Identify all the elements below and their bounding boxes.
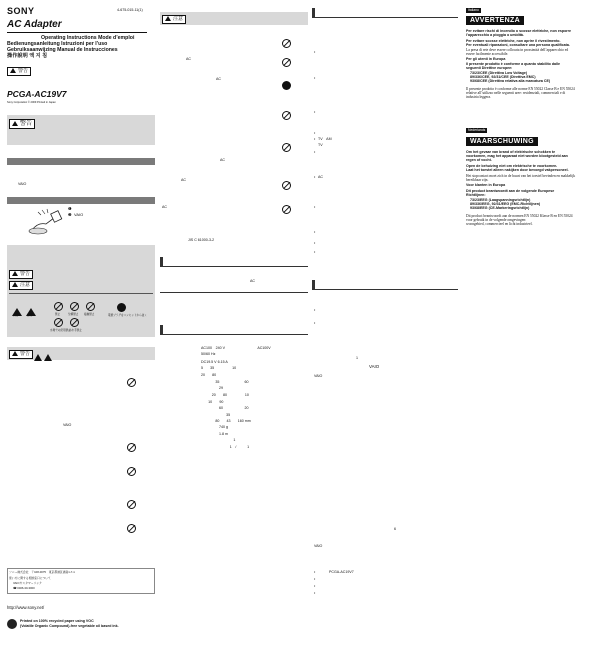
doc-title: AC Adapter [7,19,62,30]
vaio-label-2: VAIO [63,423,72,427]
warning-triangle-icon [12,271,18,276]
eco-note-1: Printed on 100% recycled paper using VOC [20,619,94,623]
warning-triangle-icon [12,121,18,126]
spec-row: 29 [201,386,223,390]
italian-line: Per evitare scosse elettriche, non aprire il rivestimento. [466,39,561,43]
dutch-line: woongebied, commercieel en licht industrieel. [466,222,533,226]
prohibited-icon [127,524,136,533]
spec-row: 740 g [201,425,228,429]
jis-standard: JIS C 61000-3-2 [188,238,215,242]
bullet: • [314,591,316,595]
ac-label-6: AC [250,279,255,283]
unplug-icon [117,303,126,312]
spec-row: 1.8 m [201,432,228,436]
dutch-line: regen of vocht. [466,158,492,162]
spec-row: 35 [201,413,231,417]
no-wet-hands-icon [70,318,79,327]
legend-caution: 注意 [9,281,33,290]
warning-triangle-icon [10,68,16,73]
contact-line-3: VAIOカスタマーリンク [13,581,42,585]
vaio-label-b: VAIO [314,374,323,378]
languages-line-2: Bedienungsanleitung Istruzioni per l’uso [7,41,108,47]
italian-line: Per evitare rischi di incendio o scosse elettriche, non esporre [466,29,572,33]
caution-triangle-icon [12,282,18,287]
shock-icon [44,349,54,367]
dutch-line: Richtlijnen: [466,193,486,197]
no-water-icon [54,318,63,327]
italian-line: essere facilmente accessibile. [466,52,509,56]
dutch-line: bereikbaar zijn. [466,178,489,182]
italian-line: La presa di rete deve essere collocata in prossimità dell’apparecchio ed [466,48,569,52]
shock-icon [26,303,38,321]
ac-label-2: AC [216,77,221,81]
no-wet-hands-icon-label: ぬれ手禁止 [69,329,82,332]
bullet: • [314,241,316,245]
eco-logo-icon [7,619,17,629]
section-bar-2 [7,197,155,204]
number-6: 6 [394,527,396,531]
section-marker [312,8,315,17]
ac-label-4: AC [181,178,186,182]
spec-row: AC100 240 V AC100V [201,346,271,350]
ac-label-1: AC [186,57,191,61]
vaio-label-1: VAIO [18,182,27,186]
languages-line-3: Gebruiksaanwijzing Manual de Instrucciones [7,47,118,53]
contact-line-4: ☎ 0466-30-3000 [13,586,35,590]
no-disassembly-icon [127,467,136,476]
italian-line: industria leggera. [466,95,491,99]
fire-icon-label: 火災 [13,314,19,317]
dutch-line: Het stopcontact moet zich in de buurt van het toestel bevinden en makkelijk [466,174,576,178]
no-disassembly-icon [70,302,79,311]
spec-row: 5 35 10 [201,366,237,370]
languages-line-1: Operating Instructions Mode d’emploi [41,35,135,41]
dutch-line: Open de behuizing niet om elektrische te voorkomen. [466,164,558,168]
section-rule [312,289,458,290]
bullet: • [314,50,316,54]
bullet: • [314,175,316,179]
italian-line: l’apparecchio a pioggia o umidità. [466,33,524,37]
vaio-label-c: VAIO [314,544,323,548]
prohibited-icon [127,443,136,452]
italian-line: Per eventuali riparazioni, consultare una persona qualificata. [466,43,570,47]
vaio-label-a: VAIO [369,364,380,369]
dutch-tag: Nederlands [468,128,486,132]
dutch-line: Dit product beantwoordt aan de volgende Europese [466,189,555,193]
spec-row: 50/60 Hz [201,352,216,356]
bullet: • [314,110,316,114]
bullet: • [314,205,316,209]
legend-warning: 警告 [9,270,33,279]
italian-line: seguenti Direttive europee: [466,66,513,70]
section-marker [160,257,163,266]
part-number: 4-675-015-11(1) [117,8,143,12]
brand-logo: SONY [7,6,35,16]
italian-line: relative all’utilizzo nelle seguenti aree: residenziali, commerciali e di [466,91,566,95]
languages-line-4: 操作說明 액 지 침 [7,53,48,59]
no-touch-icon [86,302,95,311]
model-number: PCGA-AC19V7 [7,89,67,99]
legend-box [7,245,155,337]
italian-line: Per gli utenti in Europa [466,57,506,61]
legend-rule [9,293,153,294]
dutch-line: Laat het toestel alleen nakijken door bevoegd vakpersoneel. [466,168,569,172]
dutch-title: WAARSCHUWING [466,137,538,146]
section-rule [160,334,308,335]
dutch-line: voor gebruik in de volgende omgevingen: [466,218,527,222]
no-wet-hands-icon [127,500,136,509]
italian-line: Il presente prodotto è conforme alle norme EN 55022 Classe B e EN 55024 [466,87,575,91]
bullet: • [314,150,316,154]
plug-illustration [28,206,68,236]
no-water-icon-label: 水場での使用禁止 [50,329,71,332]
bullet: • [314,321,316,325]
prohibited-icon [127,378,136,387]
unplug-icon-label: 電源プラグをコンセントから抜く [108,314,147,317]
figure-num-2: ❷ [68,212,72,217]
caution-header: 注意 [162,15,186,24]
contact-line-2: 使い方に関する相談窓口について [9,576,51,580]
bullet: • [314,76,316,80]
unplug-icon [282,81,291,90]
no-touch-icon-label: 接触禁止 [84,313,95,316]
dutch-line: 93/68/EEG (CE-Markeringsrichtlijn) [470,206,530,210]
bullet: • [314,577,316,581]
spec-row: 35 60 [201,380,249,384]
ac-label-5: AC [162,205,167,209]
warning-triangle-icon [12,351,18,356]
prohibited-icon-label: 禁止 [55,313,61,316]
bullet: • [314,308,316,312]
section-marker [160,325,163,334]
tv-label: TV [318,143,323,147]
spec-row: DC19.5 V 6.15 A [201,360,228,364]
shock-icon-label: 感電 [27,314,33,317]
dutch-line: Om het gevaar van brand of elektrische schokken te [466,150,556,154]
spec-row: 20 80 [201,373,217,377]
ac-label-3: AC [220,158,225,162]
section-marker [312,280,315,289]
bullet: • [314,584,316,588]
spec-row: 10 90 [201,400,224,404]
dutch-line: voorkomen, mag het apparaat niet worden blootgesteld aan [466,154,568,158]
dutch-line: 73/23/EEG (Laagspanningsrichtlijn) [470,198,531,202]
bullet: • [314,250,316,254]
figure-num-1: ❶ [68,206,72,211]
fire-icon [34,349,44,367]
copyright: Sony Corporation © 2009 Printed in Japan [7,101,56,104]
spec-row: 1 [201,438,236,442]
title-rule [7,32,147,33]
warning-box: 警告 [9,119,35,129]
bullet: • [314,230,316,234]
spec-row: 1 / 1 [201,445,250,449]
italian-tag: Italiano [468,8,479,12]
section-rule [160,266,308,267]
italian-line: 89/336/CEE, 92/31/CEE (Direttiva EMC) [470,75,536,79]
no-water-icon [282,58,291,67]
bullet: • [314,570,316,574]
dutch-line: Dit product beantwoordt aan de normen EN 55022 Klasse B en EN 55024 [466,214,573,218]
bullet: • [314,137,316,141]
section-rule [160,292,308,293]
caution-triangle-icon [165,16,171,21]
contact-line-1: ソニー株式会社 〒108-0075 東京都港区港南1-7-1 [9,570,75,574]
tv-am-label: TV AM [318,137,332,141]
spec-row: 60 20 [201,406,249,410]
italian-line: Il presente prodotto è conforme a quanto stabilito dalle [466,62,561,66]
no-disassembly-icon-label: 分解禁止 [68,313,79,316]
prohibited-icon [282,181,291,190]
bullet: • [314,131,316,135]
number-1: 1 [356,356,358,360]
prohibited-icon [54,302,63,311]
italian-line: 73/23/CEE (Direttiva Low Voltage) [470,71,528,75]
ac-label: AC [318,175,323,179]
header-warning-label: 警告 [7,67,31,76]
dutch-line: Voor klanten in Europa [466,183,506,187]
prohibited-icon [282,111,291,120]
model-reference: PCGA-AC19V7 [329,570,354,574]
sony-url[interactable]: http://www.sony.net/ [7,605,45,610]
section-rule [312,17,458,18]
italian-line: 93/68/CEE (Direttiva relativa alla marcatura CE) [470,79,551,83]
spec-row: 20 80 10 [201,393,249,397]
figure-vaio-label: VAIO [74,212,84,217]
eco-note-2: (Volatile Organic Compound)-free vegetable oil based ink. [20,624,119,628]
section-bar-1 [7,158,155,165]
dutch-line: 89/336/EEG, 92/31/EEG (EMC-Richtlijnen) [470,202,541,206]
spec-row: 80 43 160 mm [201,419,251,423]
prohibited-icon [282,205,291,214]
prohibited-icon [282,143,291,152]
fire-icon [12,303,24,321]
italian-title: AVVERTENZA [466,16,524,25]
section-warning-label: 警告 [9,350,33,359]
prohibited-icon [282,39,291,48]
